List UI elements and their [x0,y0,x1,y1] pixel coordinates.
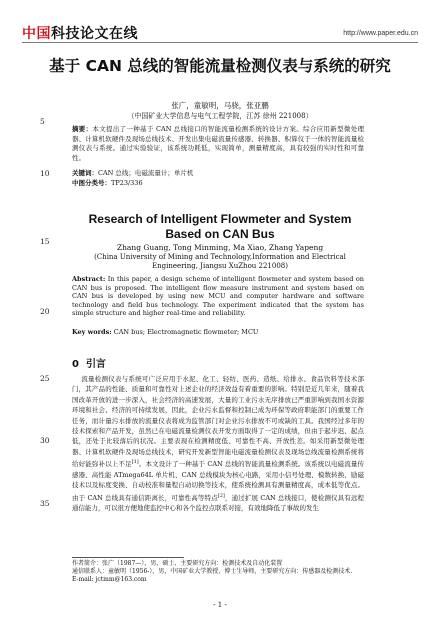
line-number: 5 [40,117,45,126]
keywords-en-text: CAN bus; Electromagnetic flowmeter; MCU [111,328,259,336]
footnote [72,560,364,584]
keywords-cn-text: CAN 总线；电磁流量计；单片机 [98,169,194,177]
keywords-en [72,328,364,338]
footnote-divider [72,557,184,558]
citation-ref[interactable]: [2] [217,492,225,499]
logo-china-text: 中国 [22,25,51,41]
abstract-en [72,275,364,318]
logo-paper-text: 科技论文在线 [51,25,138,41]
abstract-en-text: In this paper, a design scheme of intelligent flowmeter and system based on CAN bus is proposed. The intelligent flow measure instrument and system based on CAN bus is developed by using new MCU and computer hardware and software technology and field bus technology. The experiment indicated that the system has simple structure and higher real-time and reliability. [72,275,364,318]
clc-number [72,179,364,189]
line-number: 20 [40,307,50,316]
line-number: 35 [40,499,50,508]
citation-ref[interactable]: [1] [131,459,139,466]
paper-title-en: Research of Intelligent Flowmeter and System Based on CAN Bus [88,212,352,241]
line-number: 25 [40,374,50,383]
line-number: 10 [40,169,50,178]
authors-cn: 张广，童敏明，马骁，张亚鹏 [171,101,269,110]
abstract-en-label: Abstract: [72,275,106,283]
abstract-cn [72,125,364,163]
abstract-cn-text: 本文提出了一种基于 CAN 总线接口的智能流量检测系统的设计方案。综合应用新型微处理器、计算机软硬件及现场总线技术、开发出集电磁流量传感器、转换器、积算仪于一体的智能流量检测仪表与系统。通过实验验证，该系统功耗低，实现简单，测量精度高，具有较强的实时性和可靠性。 [72,125,364,162]
authors-en: Zhang Guang, Tong Minming, Ma Xiao, Zhang Yapeng [116,243,324,252]
paragraph-text: 流量检测仪表与系统可广泛应用于水泥、化工、轻纺、医药、造纸、给排水、食品饮料等技术部门，其产品的性能、质量和可靠性对上述企业的经济效益有着重要的影响。特别是近几年来，随着我国改革开放的进一步深入，社会经济的高速发展，大量的工业污水无序排放已严重影响到我国水资源环境和社会、经济的可持续发展，因此，企业污水监督和控制已成为环保等政府职能部门的重要工作任务，而计量污水排放的流量仪表将成为监管部门对企业污水排放不可或缺的工具。我国经过多年的技术探索和产品开发，虽然已在电磁流量检测仪表开发方面取得了一定的成绩，但由于起步迟、起点低，还处于比较落后的状况。主要表现在检测精度低、可靠性不高、开放性差。如采用新型微处理器、计算机软硬件及现场总线技术，研究开发新型智能电磁流量检测仪表及现场总线流量检测系统将给好能弥补以上不足 [72,375,365,469]
footnote-advisor: 通信联系人：童敏明（1956-），男，中国矿业大学教授，博士生导师，主要研究方向：传感器及检测技术. [72,568,353,575]
footnote-author: 作者简介：张广（1987—），男，硕士，主要研究方向：检测技术及自动化装置 [72,560,283,567]
introduction-paragraph [72,374,364,514]
affiliation-cn: （中国矿业大学信息与电气工程学院，江苏 徐州 221008） [127,112,313,120]
section-title: 引言 [85,359,106,370]
line-number: 15 [40,237,50,246]
site-url[interactable]: http://www.paper.edu.cn [343,30,418,37]
keywords-cn-label: 关键词： [72,169,98,177]
affiliation-en: (China University of Mining and Technology,Information and Electrical Engineering, Jiangsu XuZhou 221008) [94,253,346,270]
keywords-cn [72,169,364,179]
paper-title-cn: 基于 CAN 总线的智能流量检测仪表与系统的研究 [49,57,391,75]
site-logo [22,23,138,43]
section-number: 0 [72,359,79,370]
page-number: - 1 - [213,601,227,609]
abstract-cn-label: 摘要： [72,125,93,133]
clc-text: TP23/336 [111,179,143,187]
footnote-email[interactable]: E-mail: jctmm@163.com [72,576,147,583]
keywords-en-label: Key words: [72,328,112,336]
page-header [22,22,418,43]
line-number: 30 [40,436,50,445]
paragraph-text-cont: 。本文设计了一种基于 CAN 总线的智能流量检测系统。该系统以电磁流量传感器、高性能 ATmega64L 单片机、CAN 总线模块为核心电路，采用小信号处理、模数转换、励磁技术以及标度变换、自动校准和量程自动切换等技术，使系统检测具有测量精度高，成本低等优点。由于 CAN 总线具有通信距离长，可靠性高等特点 [72,460,365,502]
section-heading [72,355,106,370]
clc-label: 中图分类号： [72,179,111,187]
paragraph-text-end: ，通过扩展 CAN 总线接口，使检测仪具有远程通信能力，可以很方便地使监控中心和各个监控点联系对接，有效地降低了事故的发生 [72,493,364,513]
